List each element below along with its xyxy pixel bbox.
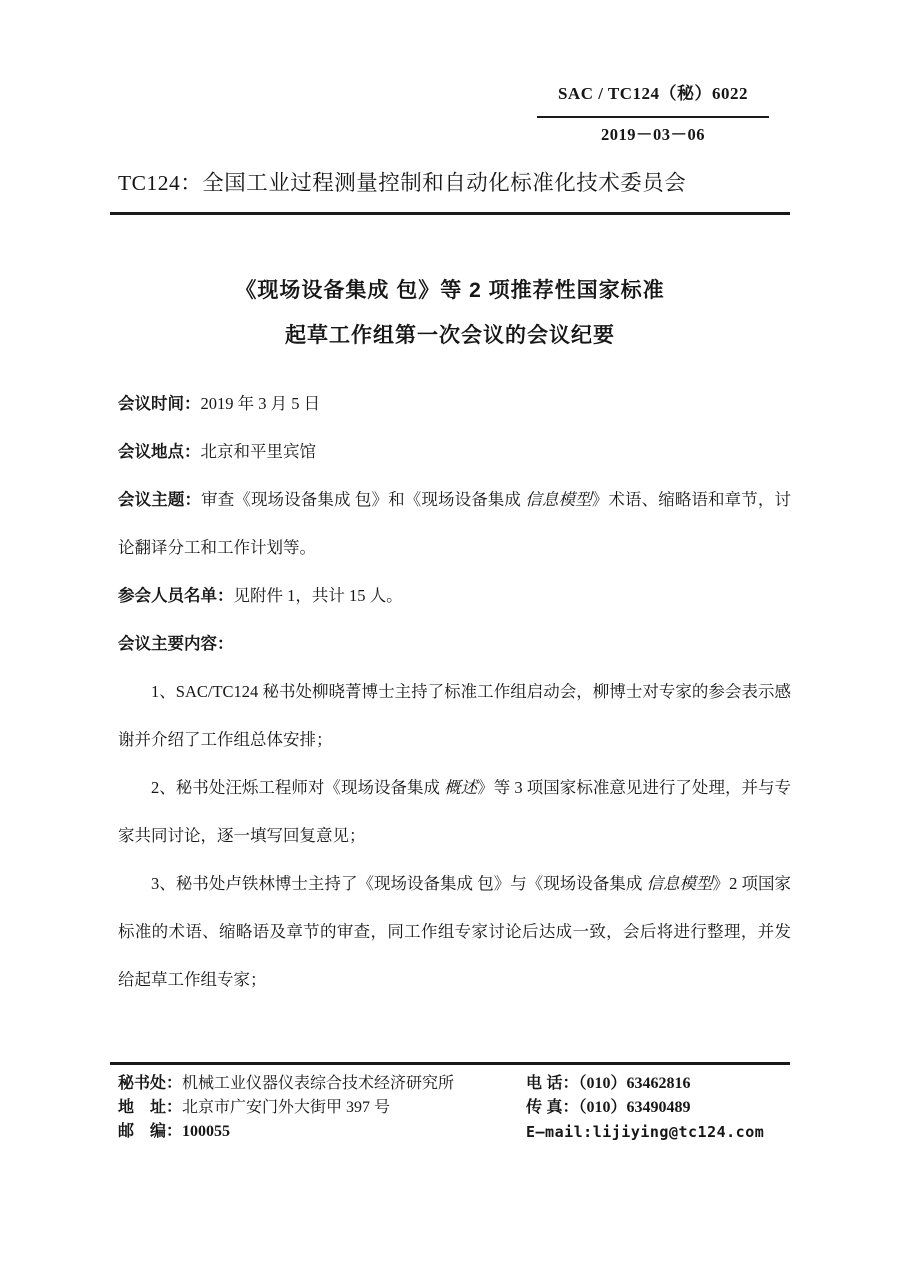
document-title xyxy=(0,279,900,348)
agenda-item-2-part-name: 概述 xyxy=(444,778,478,797)
secretariat-label: 秘书处： xyxy=(118,1075,183,1092)
agenda-item-3-text-2: 》2 项国家标准的术语、缩略语及章节的审查，同工作组专家讨论后达成一致，会后将进行整理，并发给起草工作组专家； xyxy=(118,874,791,989)
email-value: E—mail:lijiying@tc124.com xyxy=(526,1123,765,1141)
agenda-item-3-part-name: 信息模型 xyxy=(646,874,713,893)
fax-row xyxy=(526,1096,793,1120)
footer xyxy=(118,1072,793,1145)
document-body xyxy=(118,380,791,1004)
agenda-item-2-text-2: 》等 3 项国家标准意见进行了处理，并与专家共同讨论，逐一填写回复意见； xyxy=(118,778,791,845)
meeting-topic-row xyxy=(118,476,791,572)
email-row xyxy=(526,1120,793,1145)
doc-number: SAC / TC124（秘）6022 xyxy=(537,84,769,118)
meeting-place-value: 北京和平里宾馆 xyxy=(200,442,316,461)
meeting-place-label: 会议地点： xyxy=(118,443,201,461)
secretariat-row xyxy=(118,1072,526,1096)
attendees-label: 参会人员名单： xyxy=(118,587,234,605)
footer-divider xyxy=(110,1062,790,1065)
meeting-time-row xyxy=(118,380,791,428)
agenda-item-2 xyxy=(118,764,791,860)
agenda-item-1 xyxy=(118,668,791,764)
phone-row xyxy=(526,1072,793,1096)
meeting-topic-text-1: 审查《现场设备集成 包》和《现场设备集成 xyxy=(201,490,526,509)
doc-number-block xyxy=(537,84,769,144)
address-row xyxy=(118,1096,526,1120)
phone-value: （010）63462816 xyxy=(578,1075,691,1092)
title-line-2: 起草工作组第一次会议的会议纪要 xyxy=(285,324,615,347)
footer-left-column xyxy=(118,1072,526,1145)
secretariat-value: 机械工业仪器仪表综合技术经济研究所 xyxy=(182,1075,455,1092)
phone-label: 电 话： xyxy=(526,1075,579,1092)
content-heading-label: 会议主要内容： xyxy=(118,635,234,653)
address-label: 地 址： xyxy=(118,1099,183,1116)
agenda-item-3 xyxy=(118,860,791,1004)
postcode-row xyxy=(118,1120,526,1144)
footer-right-column xyxy=(526,1072,793,1145)
header-divider xyxy=(110,212,790,215)
attendees-value: 见附件 1，共计 15 人。 xyxy=(233,586,403,605)
content-heading-row xyxy=(118,620,791,668)
fax-value: （010）63490489 xyxy=(578,1099,691,1116)
agenda-item-2-text-1: 2、秘书处汪烁工程师对《现场设备集成 xyxy=(151,778,445,797)
meeting-place-row xyxy=(118,428,791,476)
committee-name: TC124：全国工业过程测量控制和自动化标准化技术委员会 xyxy=(118,171,687,195)
postcode-label: 邮 编： xyxy=(118,1123,183,1140)
address-value: 北京市广安门外大街甲 397 号 xyxy=(182,1099,391,1116)
doc-date: 2019－03－06 xyxy=(601,125,705,144)
meeting-time-value: 2019 年 3 月 5 日 xyxy=(200,394,321,413)
meeting-topic-part-name: 信息模型 xyxy=(525,490,592,509)
fax-label: 传 真： xyxy=(526,1099,579,1116)
meeting-topic-label: 会议主题： xyxy=(118,491,202,509)
attendees-row xyxy=(118,572,791,620)
title-line-1: 《现场设备集成 包》等 2 项推荐性国家标准 xyxy=(235,279,665,302)
postcode-value: 100055 xyxy=(182,1123,231,1140)
meeting-topic-text-2: 》术语、缩略语和章节，讨论翻译分工和工作计划等。 xyxy=(118,490,792,557)
meeting-time-label: 会议时间： xyxy=(118,395,201,413)
agenda-item-3-text-1: 3、秘书处卢铁林博士主持了《现场设备集成 包》与《现场设备集成 xyxy=(151,874,647,893)
agenda-item-1-text: 1、SAC/TC124 秘书处柳晓菁博士主持了标准工作组启动会，柳博士对专家的参会表示感谢并介绍了工作组总体安排； xyxy=(118,682,791,749)
